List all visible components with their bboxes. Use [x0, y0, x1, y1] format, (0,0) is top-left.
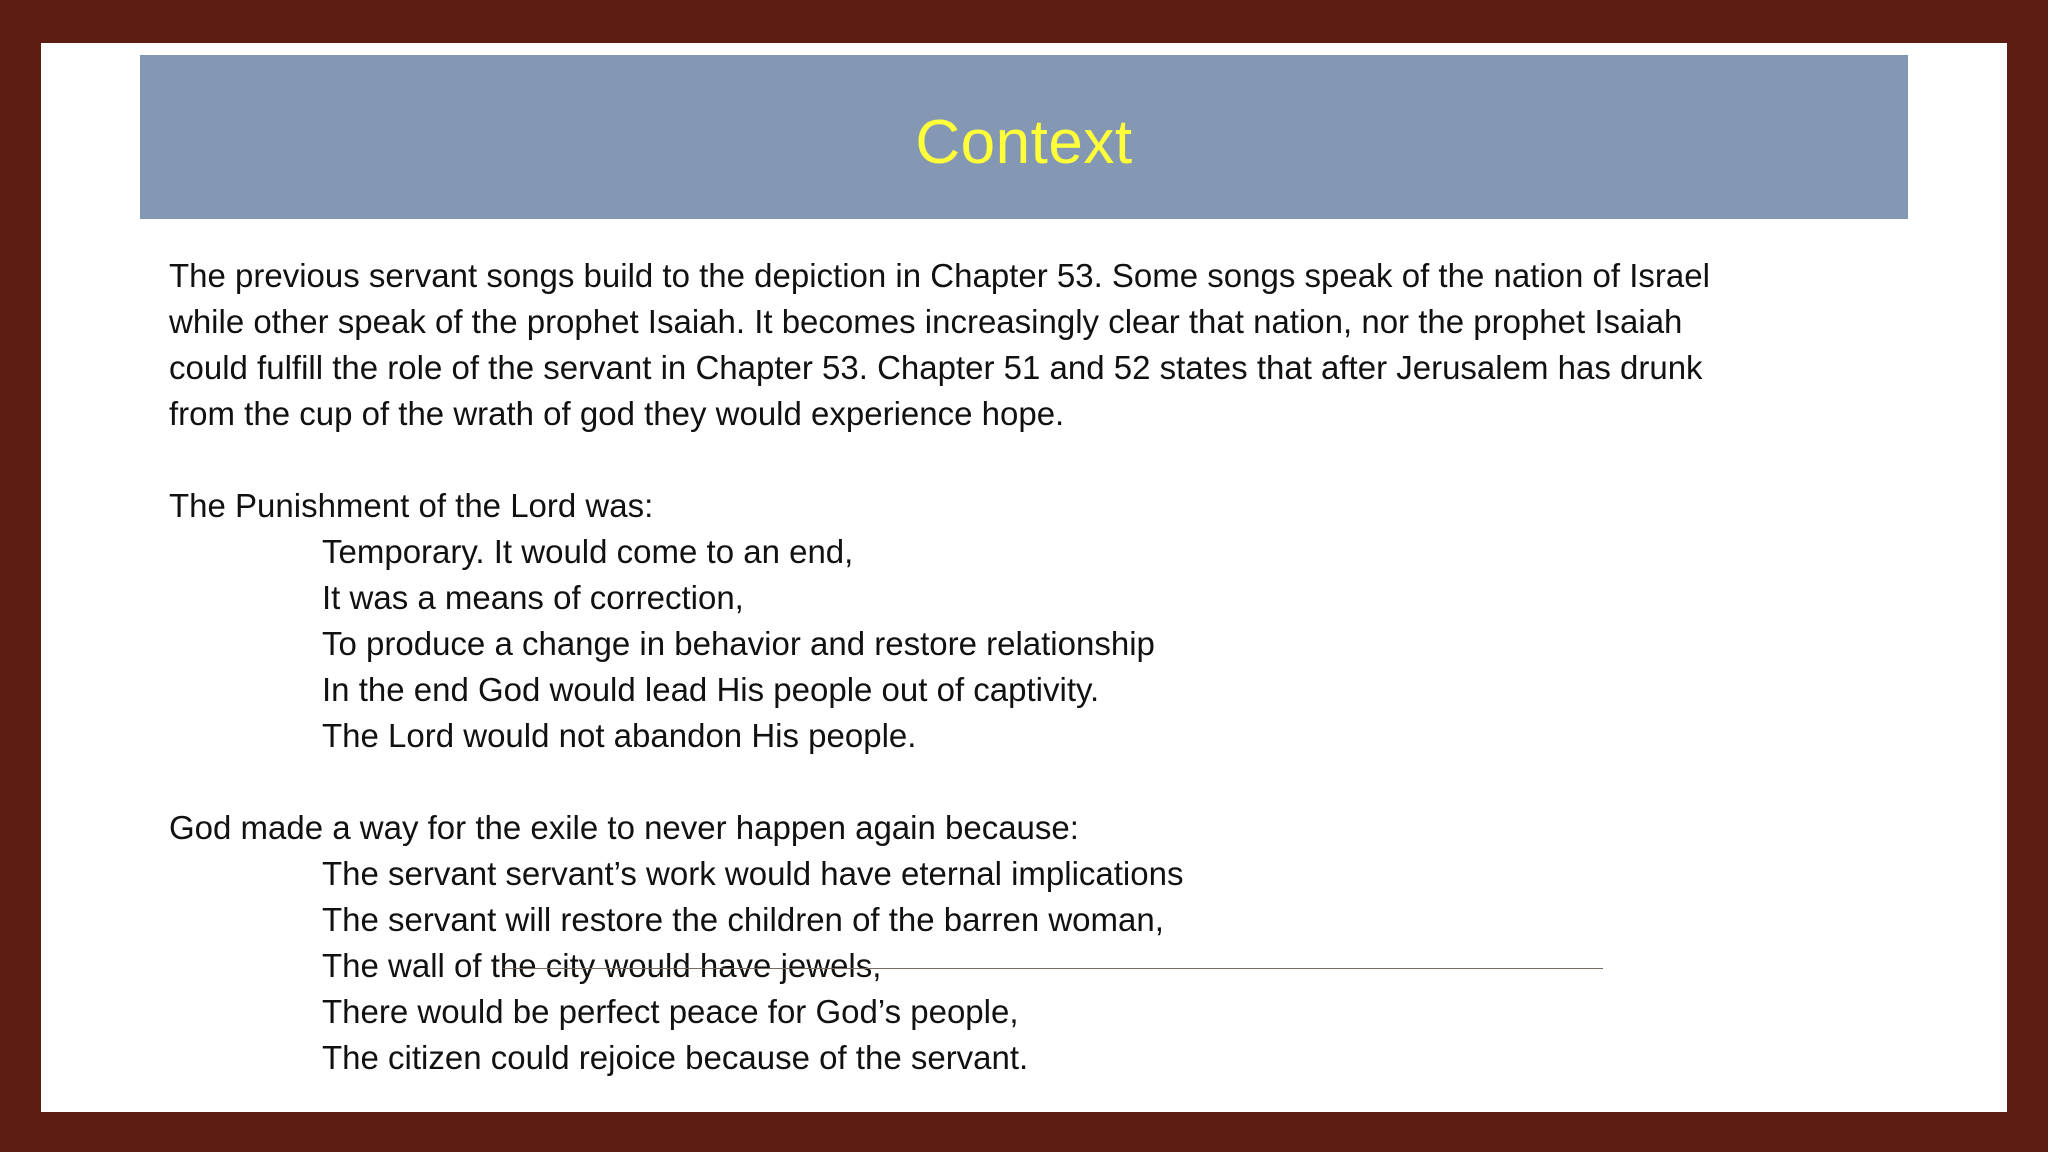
intro-line: could fulfill the role of the servant in Chapter 53. Chapter 51 and 52 states that after Jerusalem has drunk — [169, 349, 1703, 386]
list-item: The servant servant’s work would have eternal implications — [322, 855, 1184, 892]
list-item: To produce a change in behavior and restore relationship — [322, 625, 1155, 662]
punishment-list — [169, 529, 1949, 759]
spacer — [169, 437, 1949, 483]
list-item: Temporary. It would come to an end, — [322, 533, 854, 570]
slide-body — [169, 253, 1949, 1081]
list-item: It was a means of correction, — [322, 579, 744, 616]
list-item: In the end God would lead His people out of captivity. — [322, 671, 1100, 708]
intro-paragraph — [169, 253, 1949, 437]
title-bar — [140, 55, 1908, 219]
strikethrough-line — [503, 968, 1603, 969]
slide-title: Context — [915, 107, 1133, 177]
list-item: The servant will restore the children of the barren woman, — [322, 901, 1164, 938]
intro-line: The previous servant songs build to the depiction in Chapter 53. Some songs speak of the nation of Israel — [169, 257, 1710, 294]
exile-heading: God made a way for the exile to never happen again because: — [169, 809, 1079, 846]
list-item: There would be perfect peace for God’s people, — [322, 993, 1019, 1030]
list-item: The Lord would not abandon His people. — [322, 717, 917, 754]
exile-list — [169, 851, 1949, 1081]
list-item: The wall of the city would have jewels, — [322, 947, 882, 984]
slide — [41, 43, 2007, 1112]
spacer — [169, 759, 1949, 805]
intro-line: from the cup of the wrath of god they would experience hope. — [169, 395, 1065, 432]
list-item: The citizen could rejoice because of the servant. — [322, 1039, 1029, 1076]
punishment-heading: The Punishment of the Lord was: — [169, 487, 654, 524]
intro-line: while other speak of the prophet Isaiah. It becomes increasingly clear that nation, nor the prophet Isaiah — [169, 303, 1683, 340]
